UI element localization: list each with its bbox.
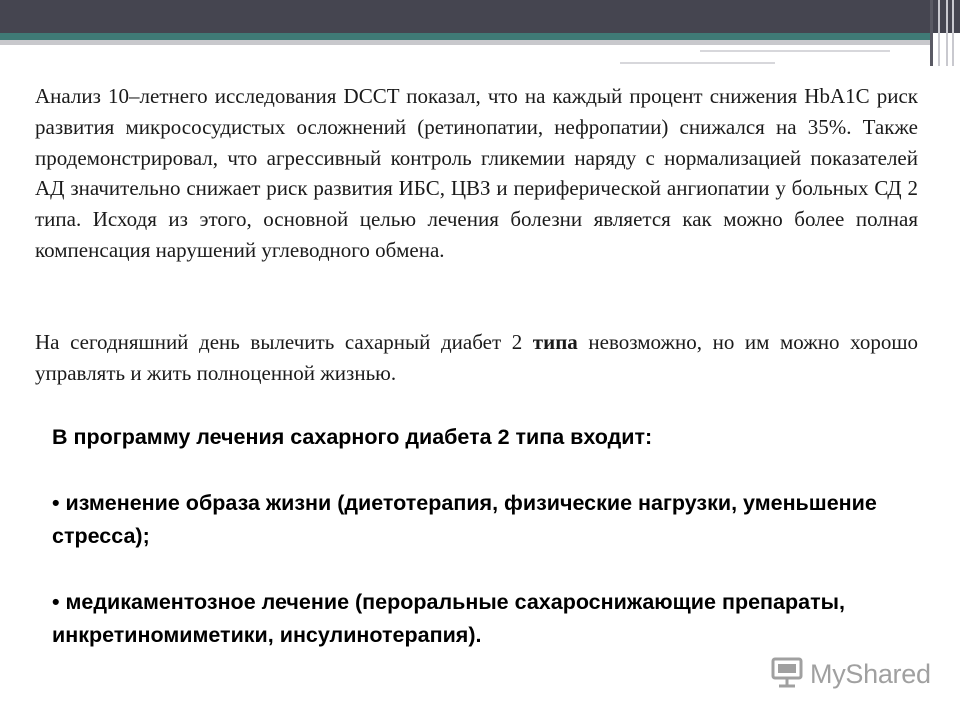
program-heading: В программу лечения сахарного диабета 2 типа входит: xyxy=(52,425,653,449)
cure-text-end: невозможно, но им можно хорошо управлять и жить полноценной жизнью. xyxy=(35,330,918,385)
decor-line xyxy=(700,50,890,52)
presentation-screen-icon xyxy=(770,655,804,694)
program-item: • медикаментозное лечение (пероральные сахароснижающие препараты, инкретиномиметики, инсулинотерапия). xyxy=(52,590,845,647)
decor-edge xyxy=(938,0,940,66)
decor-edge xyxy=(946,0,948,66)
cure-text-bold: типа xyxy=(532,330,578,354)
watermark xyxy=(770,656,931,692)
divider-stripe xyxy=(0,40,930,45)
dcct-paragraph: Анализ 10–летнего исследования DCCT показал, что на каждый процент снижения HbA1C риск развития микрососудистых осложнений (ретинопатии, нефропатии) снижался на 35%. Также продемонстрировал, что агрессивный контроль гликемии наряду с нормализацией показателей АД значительно снижает риск развития ИБС, ЦВЗ и периферической ангиопатии у больных СД 2 типа. Исходя из этого, основной целью лечения болезни является как можно более полная компенсация нарушений углеводного обмена. xyxy=(35,84,918,262)
decor-edge xyxy=(952,0,954,66)
accent-stripe xyxy=(0,33,930,40)
decor-edge xyxy=(930,0,933,66)
watermark-text: MyShared xyxy=(810,658,931,689)
program-item: • изменение образа жизни (диетотерапия, физические нагрузки, уменьшение стресса); xyxy=(52,491,877,548)
cure-text-start: На сегодняшний день вылечить сахарный диабет 2 xyxy=(35,330,533,354)
treatment-program xyxy=(52,421,922,652)
cure-paragraph xyxy=(35,327,918,389)
header-band xyxy=(0,0,960,33)
decor-line xyxy=(620,62,775,64)
